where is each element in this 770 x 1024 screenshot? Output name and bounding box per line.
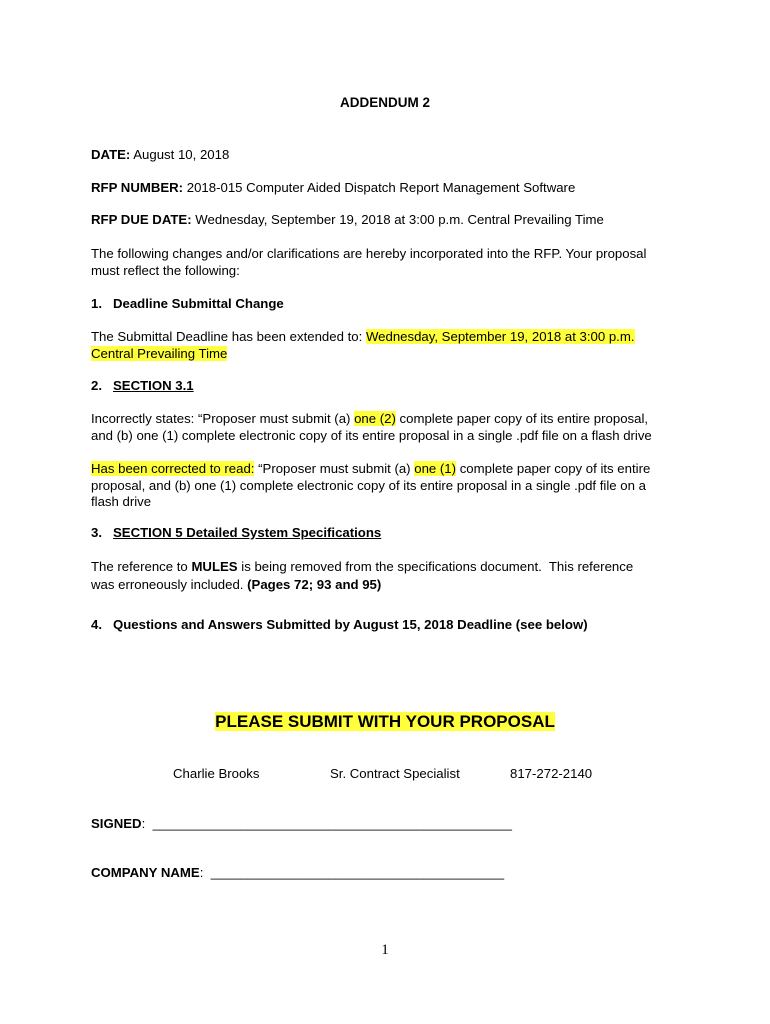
item2-corrected-line-2: proposal, and (b) one (1) complete electronic copy of its entire proposal in a single .pdf file on a xyxy=(91,478,646,493)
company-label: COMPANY NAME xyxy=(91,865,200,880)
item1-heading: 1. Deadline Submittal Change xyxy=(91,296,284,311)
signed-label: SIGNED xyxy=(91,816,142,831)
item3-line1-bold: MULES xyxy=(191,559,238,574)
date-value: August 10, 2018 xyxy=(133,147,230,162)
item2-corrected-highlight: Has been corrected to read: xyxy=(91,461,255,476)
page-number: 1 xyxy=(381,942,389,958)
rfp-due-date-value: Wednesday, September 19, 2018 at 3:00 p.m. Central Prevailing Time xyxy=(195,212,604,227)
contact-role: Sr. Contract Specialist xyxy=(330,766,460,781)
item2-incorrect-prefix: Incorrectly states: “Proposer must submit (a) xyxy=(91,411,355,426)
item2-incorrect-line-1 xyxy=(91,410,648,427)
item3-heading: SECTION 5 Detailed System Specifications xyxy=(113,525,382,540)
item1-text-prefix: The Submittal Deadline has been extended to: xyxy=(91,329,366,344)
item3-number: 3. xyxy=(91,525,102,540)
item3-line-2 xyxy=(91,576,381,593)
company-blank: ________________________________________ xyxy=(210,865,505,880)
date-line xyxy=(91,146,229,163)
item2-heading-line xyxy=(91,377,194,394)
submit-banner xyxy=(0,712,770,732)
rfp-number-value: 2018-015 Computer Aided Dispatch Report Management Software xyxy=(186,180,576,195)
item1-text-line-2 xyxy=(91,345,227,362)
item2-heading: SECTION 3.1 xyxy=(113,378,194,393)
company-colon: : xyxy=(199,865,204,880)
item2-incorrect-highlight: one (2) xyxy=(354,411,396,426)
item2-corrected-suffix: complete paper copy of its entire xyxy=(456,461,651,476)
rfp-due-date-label: RFP DUE DATE: xyxy=(91,212,192,227)
document-title: ADDENDUM 2 xyxy=(339,95,430,110)
contact-name: Charlie Brooks xyxy=(173,766,260,781)
item1-highlight-1: Wednesday, September 19, 2018 at 3:00 p.m. xyxy=(365,329,635,344)
contact-phone: 817-272-2140 xyxy=(510,766,593,781)
company-line xyxy=(91,864,504,881)
signed-blank: _________________________________________________ xyxy=(152,816,512,831)
rfp-due-date-line xyxy=(91,211,604,228)
date-label: DATE: xyxy=(91,147,131,162)
item2-corrected-highlight-2: one (1) xyxy=(414,461,457,476)
item3-line2-bold: (Pages 72; 93 and 95) xyxy=(247,577,382,592)
item2-corrected-middle: “Proposer must submit (a) xyxy=(254,461,415,476)
item3-line1-suffix: is being removed from the specifications document. This reference xyxy=(237,559,634,574)
rfp-number-line xyxy=(91,179,575,196)
signed-line xyxy=(91,815,512,832)
item1-highlight-2: Central Prevailing Time xyxy=(91,346,228,361)
item2-number: 2. xyxy=(91,378,102,393)
item2-corrected-line-1 xyxy=(91,460,650,477)
item1-text-line-1 xyxy=(91,328,635,345)
intro-line-2: must reflect the following: xyxy=(91,263,240,278)
submit-banner-text: PLEASE SUBMIT WITH YOUR PROPOSAL xyxy=(215,712,555,731)
item4-heading: 4. Questions and Answers Submitted by August 15, 2018 Deadline (see below) xyxy=(91,617,588,632)
item3-line1-prefix: The reference to xyxy=(91,559,192,574)
item2-corrected-line-3: flash drive xyxy=(91,494,152,509)
rfp-number-label: RFP NUMBER: xyxy=(91,180,184,195)
item2-incorrect-line-2: and (b) one (1) complete electronic copy of its entire proposal in a single .pdf file on a flash drive xyxy=(91,428,652,443)
item3-heading-line xyxy=(91,524,381,541)
item3-line-1 xyxy=(91,558,633,575)
item2-incorrect-suffix: complete paper copy of its entire proposal, xyxy=(395,411,649,426)
item3-line2-prefix: was erroneously included. xyxy=(91,577,248,592)
signed-colon: : xyxy=(141,816,146,831)
intro-line-1: The following changes and/or clarifications are hereby incorporated into the RFP. Your proposal xyxy=(91,246,647,261)
